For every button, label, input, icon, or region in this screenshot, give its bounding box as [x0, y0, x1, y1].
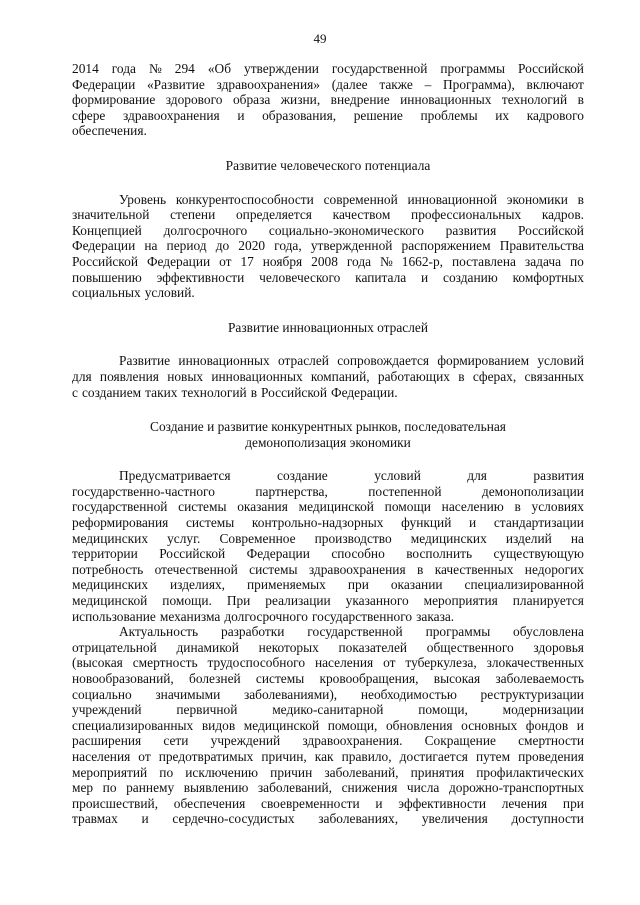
paragraph	[72, 192, 584, 301]
text-line: населения от предотвратимых причин, как правило, достигается путем проведения	[72, 748, 584, 764]
text-line: медицинских изделиях, применяемых при оказании специализированной	[72, 577, 584, 593]
text-line: (высокая смертность трудоспособного населения от туберкулеза, злокачественных	[72, 655, 584, 671]
text-line: с созданием таких технологий в Российской Федерации.	[72, 384, 398, 400]
page-number: 49	[313, 31, 327, 46]
text-line: территории Российской Федерации способно восполнить существующую	[72, 546, 584, 562]
text-line: потребность отечественной системы здравоохранения в качественных недорогих	[72, 561, 584, 577]
text-line: отрицательной динамикой некоторых показателей общественного здоровья	[72, 639, 584, 655]
text-line: Предусматривается создание условий для развития	[119, 468, 584, 484]
text-line: 2014 года № 294 «Об утверждении государственной программы Российской	[72, 61, 584, 76]
text-line: формирование здорового образа жизни, внедрение инновационных технологий в	[72, 92, 584, 108]
text-line: мероприятий по исключению причин заболеваний, принятия профилактических	[72, 764, 584, 780]
text-line: государственной системы оказания медицинской помощи населению в условиях	[72, 499, 584, 515]
text-line: специализированных видов медицинской помощи, обновления основных фондов и	[72, 717, 584, 733]
text-line: социальных условий.	[72, 285, 195, 301]
text-line: Концепцией долгосрочного социально-экономического развития Российской	[72, 222, 584, 238]
paragraph	[72, 61, 584, 139]
paragraph	[72, 624, 584, 827]
text-line: реформирования системы контрольно-надзорных функций и стандартизации	[72, 515, 584, 531]
text-line: государственно-частного партнерства, постепенной демонополизации	[72, 483, 584, 499]
text-line: травмах и сердечно-сосудистых заболеваниях, увеличения доступности	[72, 811, 584, 827]
text-line: сфере здравоохранения и образования, решение проблемы их кадрового	[72, 107, 584, 123]
text-line: Российской Федерации от 17 ноября 2008 года № 1662-р, поставлена задача по	[72, 253, 584, 269]
paragraph	[72, 468, 584, 624]
section-heading: демонополизация экономики	[245, 434, 411, 450]
text-line: Уровень конкурентоспособности современной инновационной экономики в	[119, 191, 584, 207]
text-line: учреждений первичной медико-санитарной помощи, модернизации	[72, 702, 584, 718]
text-line: повышению эффективности человеческого капитала и созданию комфортных	[72, 269, 584, 285]
text-line: медицинских услуг. Современное производство медицинских изделий на	[72, 530, 584, 546]
text-line: обеспечения.	[72, 123, 147, 139]
text-line: значительной степени определяется качеством профессиональных кадров.	[72, 207, 584, 223]
text-line: Федерации на период до 2020 года, утвержденной распоряжением Правительства	[72, 238, 584, 254]
text-line: Развитие инновационных отраслей сопровождается формированием условий	[119, 353, 584, 369]
section-heading: Создание и развитие конкурентных рынков, последовательная	[150, 419, 506, 435]
text-line: расширения сети учреждений здравоохранения. Сокращение смертности	[72, 733, 584, 749]
text-line: новообразований, болезней системы кровообращения, высокая заболеваемость	[72, 671, 584, 686]
section-heading: Развитие человеческого потенциала	[225, 157, 431, 173]
text-line: использование механизма долгосрочного государственного заказа.	[72, 608, 455, 624]
text-line: происшествий, обеспечения своевременности и эффективности лечения при	[72, 795, 584, 811]
text-line: для появления новых инновационных компаний, работающих в сферах, связанных	[72, 368, 584, 384]
section-heading: Развитие инновационных отраслей	[227, 319, 429, 335]
text-line: Актуальность разработки государственной программы обусловлена	[119, 624, 584, 640]
paragraph	[72, 353, 584, 400]
text-line: мер по раннему выявлению заболеваний, снижения числа дорожно-транспортных	[72, 780, 584, 796]
text-line: социально значимыми заболеваниями), необходимостью реструктуризации	[72, 686, 584, 702]
text-line: медицинской помощи. При реализации указанного мероприятия планируется	[72, 593, 584, 609]
document-body	[72, 61, 584, 827]
text-line: Федерации «Развитие здравоохранения» (далее также – Программа), включают	[72, 76, 584, 92]
